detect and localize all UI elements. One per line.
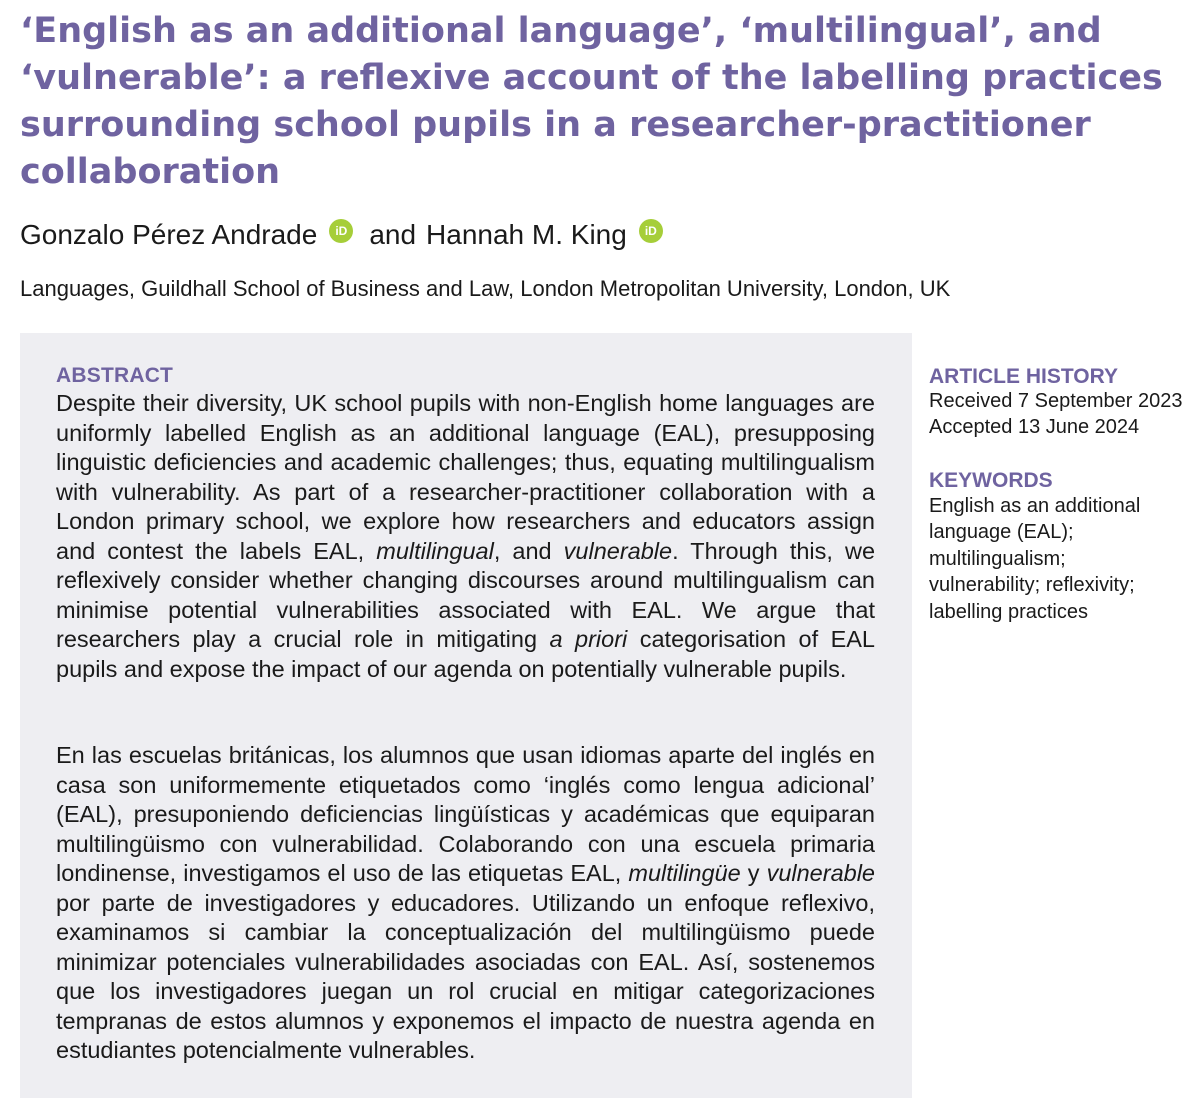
abstract-text-segment: , and xyxy=(493,537,564,564)
accepted-date: Accepted 13 June 2024 xyxy=(929,416,1140,438)
article-title: ‘English as an additional language’, ‘multilingual’, and ‘vulnerable’: a reflexive account of the labelling practices surrounding school pupils in a researcher-practitioner collaboration xyxy=(20,11,1163,192)
abstract-emphasis: a priori xyxy=(549,626,628,652)
orcid-icon[interactable]: iD xyxy=(639,219,663,243)
affiliation: Languages, Guildhall School of Business and Law, London Metropolitan University, London, UK xyxy=(20,276,951,301)
author-joiner: and xyxy=(369,219,417,250)
abstract-text-segment: y xyxy=(740,860,767,886)
received-date: Received 7 September 2023 xyxy=(929,390,1183,412)
keyword-line[interactable]: language (EAL); xyxy=(929,521,1074,543)
author-name[interactable]: Gonzalo Pérez Andrade xyxy=(20,219,318,250)
orcid-icon[interactable]: iD xyxy=(329,219,353,243)
abstract-emphasis: multilingual xyxy=(376,537,494,564)
keyword-line[interactable]: multilingualism; xyxy=(929,548,1066,570)
article-history-heading: ARTICLE HISTORY xyxy=(929,365,1119,388)
abstract-text-segment: En las escuelas británicas, los alumnos que usan idiomas aparte del inglés en casa son uniformemente etiquetados como ‘inglés como lengua adicional’ (EAL), presuponiendo deficiencias lingüísticas y académicas que equiparan multilingüismo con vulnerabilidad. Colaborando con una escuela primaria londinense, investigamos el uso de las etiquetas EAL, xyxy=(56,742,875,886)
keyword-line[interactable]: English as an additional xyxy=(929,495,1141,517)
abstract-text-segment: Despite their diversity, UK school pupils with non-English home languages are uniformly labelled English as an additional language (EAL), presupposing linguistic deficiencies and academic challenges; thus, equating multilingualism with vulnerability. As part of a researcher-practitioner collaboration with a London primary school, we explore how researchers and educators assign and contest the labels EAL, xyxy=(56,390,875,564)
abstract-text-segment: por parte de investigadores y educadores. Utilizando un enfoque reflexivo, examinamos si cambiar la conceptualización del multilingüismo puede minimizar potenciales vulnerabilidades asociadas con EAL. Así, sostenemos que los investigadores juegan un rol crucial en mitigar categorizaciones tempranas de estos alumnos y exponemos el impacto de nuestra agenda en estudiantes potencialmente vulnerables. xyxy=(56,889,875,1063)
author-line xyxy=(20,215,679,255)
keyword-line[interactable]: labelling practices xyxy=(929,601,1088,623)
abstract-emphasis: vulnerable xyxy=(766,860,875,886)
abstract-emphasis: multilingüe xyxy=(628,860,741,886)
abstract-text-segment: . Through this, we reflexively consider whether changing discourses around multilingualism can minimise potential vulnerabilities associated with EAL. We argue that researchers play a crucial role in mitigating xyxy=(56,537,876,652)
abstract-heading: ABSTRACT xyxy=(56,364,174,387)
abstract-spanish xyxy=(56,741,875,1066)
keywords-heading: KEYWORDS xyxy=(929,469,1053,492)
author-name[interactable]: Hannah M. King xyxy=(426,219,627,250)
abstract-panel xyxy=(20,333,912,1098)
abstract-text-segment: categorisation of EAL pupils and expose the impact of our agenda on potentially vulnerable pupils. xyxy=(56,626,875,682)
abstract-english xyxy=(56,389,875,684)
abstract-emphasis: vulnerable xyxy=(563,537,673,564)
keyword-line[interactable]: vulnerability; reflexivity; xyxy=(929,574,1135,596)
